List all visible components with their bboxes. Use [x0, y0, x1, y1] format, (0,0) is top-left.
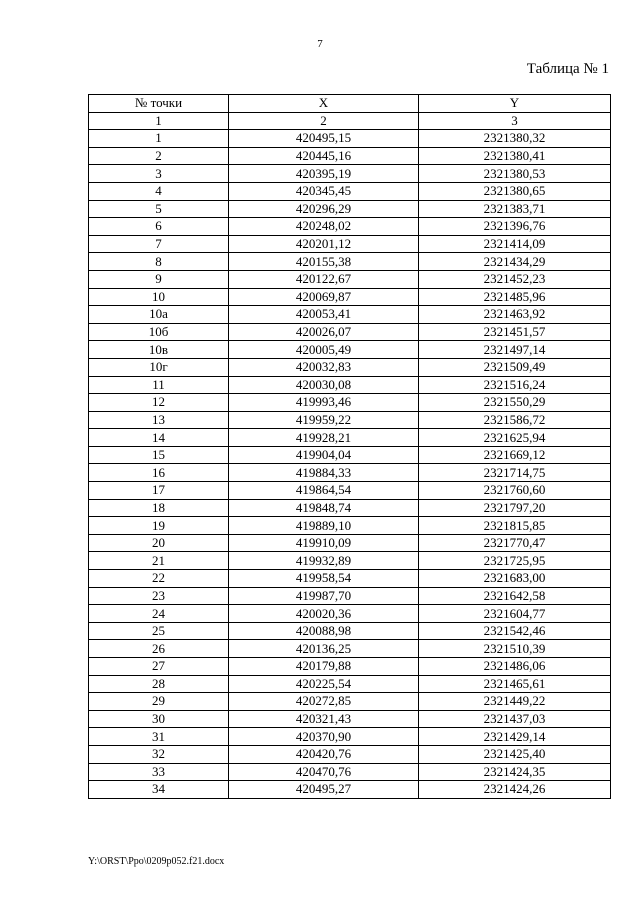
cell-y: 2321424,26 [419, 781, 611, 799]
cell-x: 420321,43 [229, 710, 419, 728]
cell-point-number: 31 [89, 728, 229, 746]
table-row [89, 429, 611, 447]
cell-point-number: 10а [89, 306, 229, 324]
cell-x: 420136,25 [229, 640, 419, 658]
cell-x: 420296,29 [229, 200, 419, 218]
cell-point-number: 27 [89, 658, 229, 676]
cell-y: 2321396,76 [419, 218, 611, 236]
cell-y: 2321509,49 [419, 358, 611, 376]
table-row [89, 675, 611, 693]
table-row [89, 693, 611, 711]
table-row [89, 235, 611, 253]
cell-point-number: 2 [89, 147, 229, 165]
table-row [89, 640, 611, 658]
cell-x: 419987,70 [229, 587, 419, 605]
cell-x: 420420,76 [229, 745, 419, 763]
cell-x: 419993,46 [229, 394, 419, 412]
table-row [89, 323, 611, 341]
cell-y: 2321510,39 [419, 640, 611, 658]
table-row [89, 394, 611, 412]
column-header-y: Y [419, 95, 611, 113]
cell-y: 2321586,72 [419, 411, 611, 429]
coordinates-table [88, 94, 611, 799]
table-row [89, 658, 611, 676]
cell-x: 420272,85 [229, 693, 419, 711]
cell-point-number: 18 [89, 499, 229, 517]
cell-point-number: 13 [89, 411, 229, 429]
table-row [89, 358, 611, 376]
cell-point-number: 12 [89, 394, 229, 412]
cell-x: 420005,49 [229, 341, 419, 359]
table-header-row [89, 95, 611, 113]
cell-point-number: 15 [89, 446, 229, 464]
cell-y: 2321380,53 [419, 165, 611, 183]
cell-x: 420088,98 [229, 622, 419, 640]
cell-y: 2321383,71 [419, 200, 611, 218]
cell-y: 2321714,75 [419, 464, 611, 482]
table-row [89, 411, 611, 429]
cell-x: 420470,76 [229, 763, 419, 781]
cell-y: 2321424,35 [419, 763, 611, 781]
cell-y: 2321486,06 [419, 658, 611, 676]
cell-point-number: 16 [89, 464, 229, 482]
cell-point-number: 28 [89, 675, 229, 693]
cell-point-number: 7 [89, 235, 229, 253]
cell-x: 419959,22 [229, 411, 419, 429]
table-row [89, 182, 611, 200]
cell-point-number: 19 [89, 517, 229, 535]
cell-y: 2321485,96 [419, 288, 611, 306]
cell-point-number: 30 [89, 710, 229, 728]
cell-y: 2321516,24 [419, 376, 611, 394]
cell-point-number: 21 [89, 552, 229, 570]
cell-y: 2321414,09 [419, 235, 611, 253]
cell-x: 420069,87 [229, 288, 419, 306]
table-row [89, 763, 611, 781]
document-file-path: Y:\ORST\Ppo\0209p052.f21.docx [88, 856, 225, 867]
table-row [89, 517, 611, 535]
cell-x: 420495,15 [229, 130, 419, 148]
cell-point-number: 3 [89, 165, 229, 183]
table-row [89, 200, 611, 218]
cell-y: 2321797,20 [419, 499, 611, 517]
table-row [89, 306, 611, 324]
column-header-point-number: № точки [89, 95, 229, 113]
cell-x: 420225,54 [229, 675, 419, 693]
table-row [89, 482, 611, 500]
cell-y: 2321642,58 [419, 587, 611, 605]
table-row [89, 605, 611, 623]
cell-y: 2321463,92 [419, 306, 611, 324]
cell-y: 2321497,14 [419, 341, 611, 359]
table-row [89, 147, 611, 165]
cell-point-number: 6 [89, 218, 229, 236]
table-row [89, 218, 611, 236]
table-row [89, 710, 611, 728]
cell-point-number: 10б [89, 323, 229, 341]
cell-x: 419848,74 [229, 499, 419, 517]
cell-point-number: 22 [89, 570, 229, 588]
cell-y: 2321604,77 [419, 605, 611, 623]
cell-y: 2321380,41 [419, 147, 611, 165]
table-row [89, 587, 611, 605]
cell-x: 420395,19 [229, 165, 419, 183]
cell-x: 420495,27 [229, 781, 419, 799]
cell-x: 419910,09 [229, 534, 419, 552]
cell-point-number: 10 [89, 288, 229, 306]
table-row [89, 781, 611, 799]
column-number: 1 [89, 112, 229, 130]
cell-y: 2321425,40 [419, 745, 611, 763]
cell-x: 420032,83 [229, 358, 419, 376]
cell-x: 419904,04 [229, 446, 419, 464]
cell-x: 420370,90 [229, 728, 419, 746]
cell-y: 2321380,65 [419, 182, 611, 200]
cell-y: 2321451,57 [419, 323, 611, 341]
cell-point-number: 29 [89, 693, 229, 711]
table-row [89, 376, 611, 394]
cell-point-number: 32 [89, 745, 229, 763]
table-row [89, 341, 611, 359]
table-row [89, 165, 611, 183]
cell-point-number: 10в [89, 341, 229, 359]
cell-point-number: 11 [89, 376, 229, 394]
cell-x: 420179,88 [229, 658, 419, 676]
table-row [89, 130, 611, 148]
cell-y: 2321669,12 [419, 446, 611, 464]
cell-point-number: 33 [89, 763, 229, 781]
cell-point-number: 9 [89, 270, 229, 288]
table-row [89, 499, 611, 517]
table-row [89, 270, 611, 288]
cell-x: 419884,33 [229, 464, 419, 482]
cell-y: 2321683,00 [419, 570, 611, 588]
column-number: 2 [229, 112, 419, 130]
cell-y: 2321452,23 [419, 270, 611, 288]
cell-x: 420248,02 [229, 218, 419, 236]
cell-point-number: 25 [89, 622, 229, 640]
cell-point-number: 8 [89, 253, 229, 271]
cell-x: 419889,10 [229, 517, 419, 535]
cell-point-number: 23 [89, 587, 229, 605]
cell-y: 2321449,22 [419, 693, 611, 711]
table-row [89, 464, 611, 482]
table-caption: Таблица № 1 [526, 61, 609, 77]
cell-point-number: 34 [89, 781, 229, 799]
table-row [89, 728, 611, 746]
cell-x: 419864,54 [229, 482, 419, 500]
cell-point-number: 26 [89, 640, 229, 658]
cell-y: 2321465,61 [419, 675, 611, 693]
table-row [89, 570, 611, 588]
cell-point-number: 17 [89, 482, 229, 500]
cell-x: 420201,12 [229, 235, 419, 253]
page-number: 7 [317, 38, 323, 50]
cell-point-number: 24 [89, 605, 229, 623]
cell-y: 2321625,94 [419, 429, 611, 447]
cell-x: 419932,89 [229, 552, 419, 570]
cell-y: 2321434,29 [419, 253, 611, 271]
column-numbers-row [89, 112, 611, 130]
cell-y: 2321429,14 [419, 728, 611, 746]
cell-point-number: 20 [89, 534, 229, 552]
cell-x: 420026,07 [229, 323, 419, 341]
cell-x: 420155,38 [229, 253, 419, 271]
table-row [89, 446, 611, 464]
table-row [89, 552, 611, 570]
cell-x: 420122,67 [229, 270, 419, 288]
cell-point-number: 14 [89, 429, 229, 447]
table-row [89, 534, 611, 552]
table-row [89, 622, 611, 640]
cell-y: 2321437,03 [419, 710, 611, 728]
table-row [89, 253, 611, 271]
cell-x: 420030,08 [229, 376, 419, 394]
table-body [89, 130, 611, 799]
cell-point-number: 1 [89, 130, 229, 148]
cell-point-number: 5 [89, 200, 229, 218]
column-header-x: X [229, 95, 419, 113]
cell-x: 419928,21 [229, 429, 419, 447]
cell-y: 2321550,29 [419, 394, 611, 412]
table-row [89, 745, 611, 763]
cell-y: 2321770,47 [419, 534, 611, 552]
cell-x: 420020,36 [229, 605, 419, 623]
cell-x: 420445,16 [229, 147, 419, 165]
cell-y: 2321815,85 [419, 517, 611, 535]
cell-y: 2321542,46 [419, 622, 611, 640]
cell-x: 419958,54 [229, 570, 419, 588]
cell-x: 420345,45 [229, 182, 419, 200]
cell-y: 2321760,60 [419, 482, 611, 500]
cell-y: 2321725,95 [419, 552, 611, 570]
table-row [89, 288, 611, 306]
cell-point-number: 4 [89, 182, 229, 200]
cell-y: 2321380,32 [419, 130, 611, 148]
cell-point-number: 10г [89, 358, 229, 376]
column-number: 3 [419, 112, 611, 130]
cell-x: 420053,41 [229, 306, 419, 324]
